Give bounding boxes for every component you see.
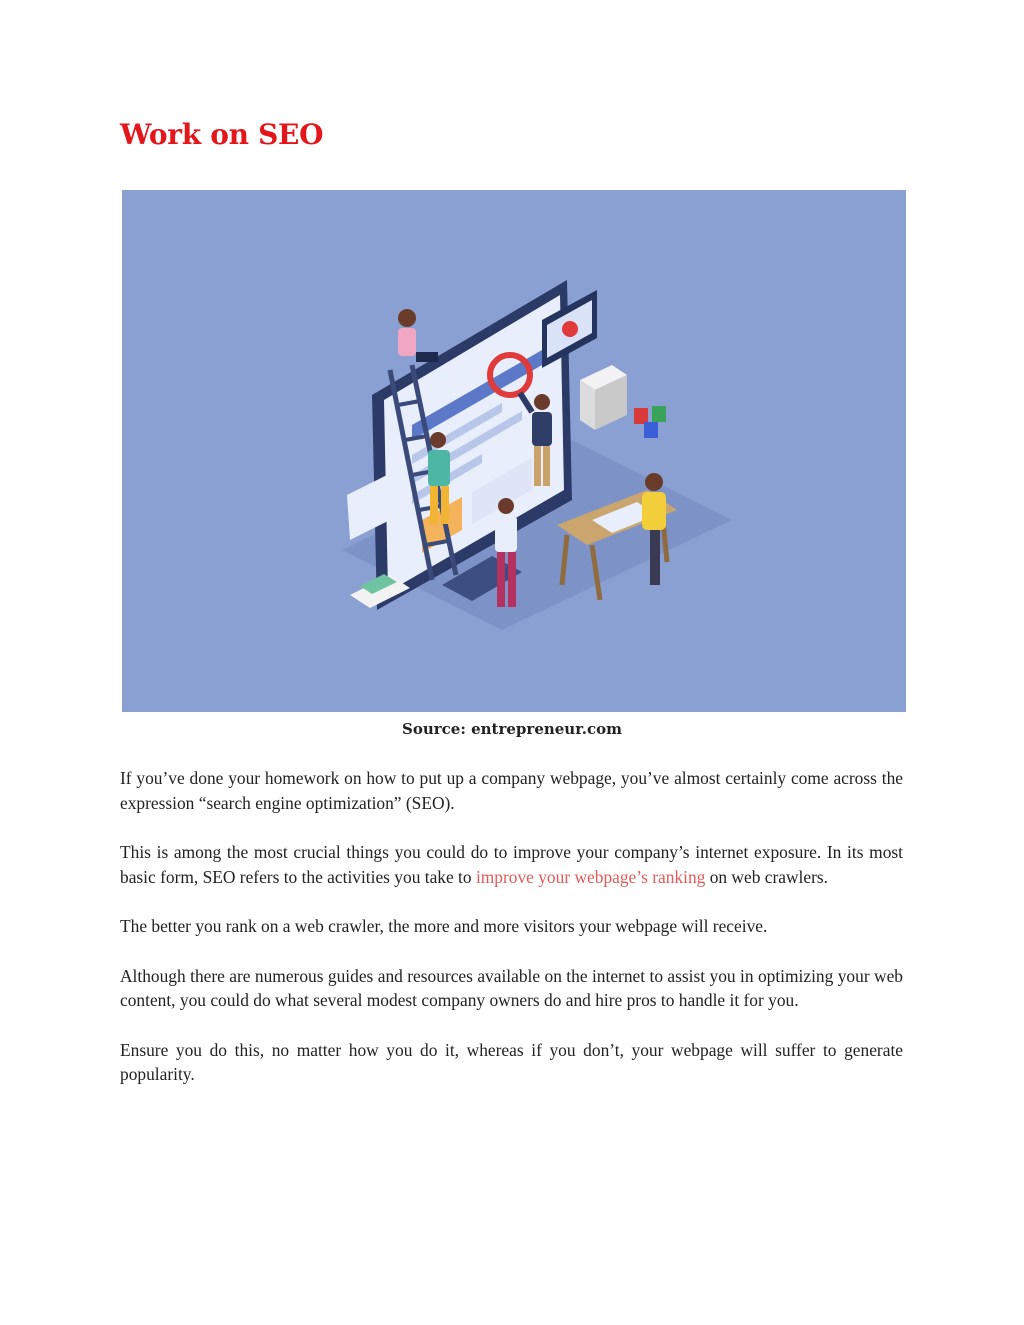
- article-body: [120, 766, 903, 1112]
- figure-caption: Source: entrepreneur.com: [402, 720, 622, 738]
- paragraph-3: The better you rank on a web crawler, the more and more visitors your webpage will receive.: [120, 916, 768, 936]
- paragraph-2-text-before: This is among the most crucial things you could do to improve your company’s internet exposure. In its most basic form, SEO refers to the activities you take to: [120, 842, 903, 887]
- paragraph-4: Although there are numerous guides and resources available on the internet to assist you in optimizing your web content, you could do what several modest company owners do and hire pros to handle it for you.: [120, 965, 903, 1010]
- seo-illustration: [122, 190, 906, 712]
- paragraph-5: Ensure you do this, no matter how you do it, whereas if you don’t, your webpage will suffer to generate popularity.: [120, 1039, 903, 1084]
- seo-illustration-icon: [122, 190, 906, 712]
- page-title: Work on SEO: [120, 118, 324, 151]
- seo-ranking-link[interactable]: improve your webpage’s ranking: [475, 866, 706, 887]
- paragraph-2: [120, 840, 903, 889]
- paragraph-2-text-after: on web crawlers.: [705, 866, 828, 887]
- paragraph-1: If you’ve done your homework on how to put up a company webpage, you’ve almost certainly come across the expression “search engine optimization” (SEO).: [120, 768, 903, 813]
